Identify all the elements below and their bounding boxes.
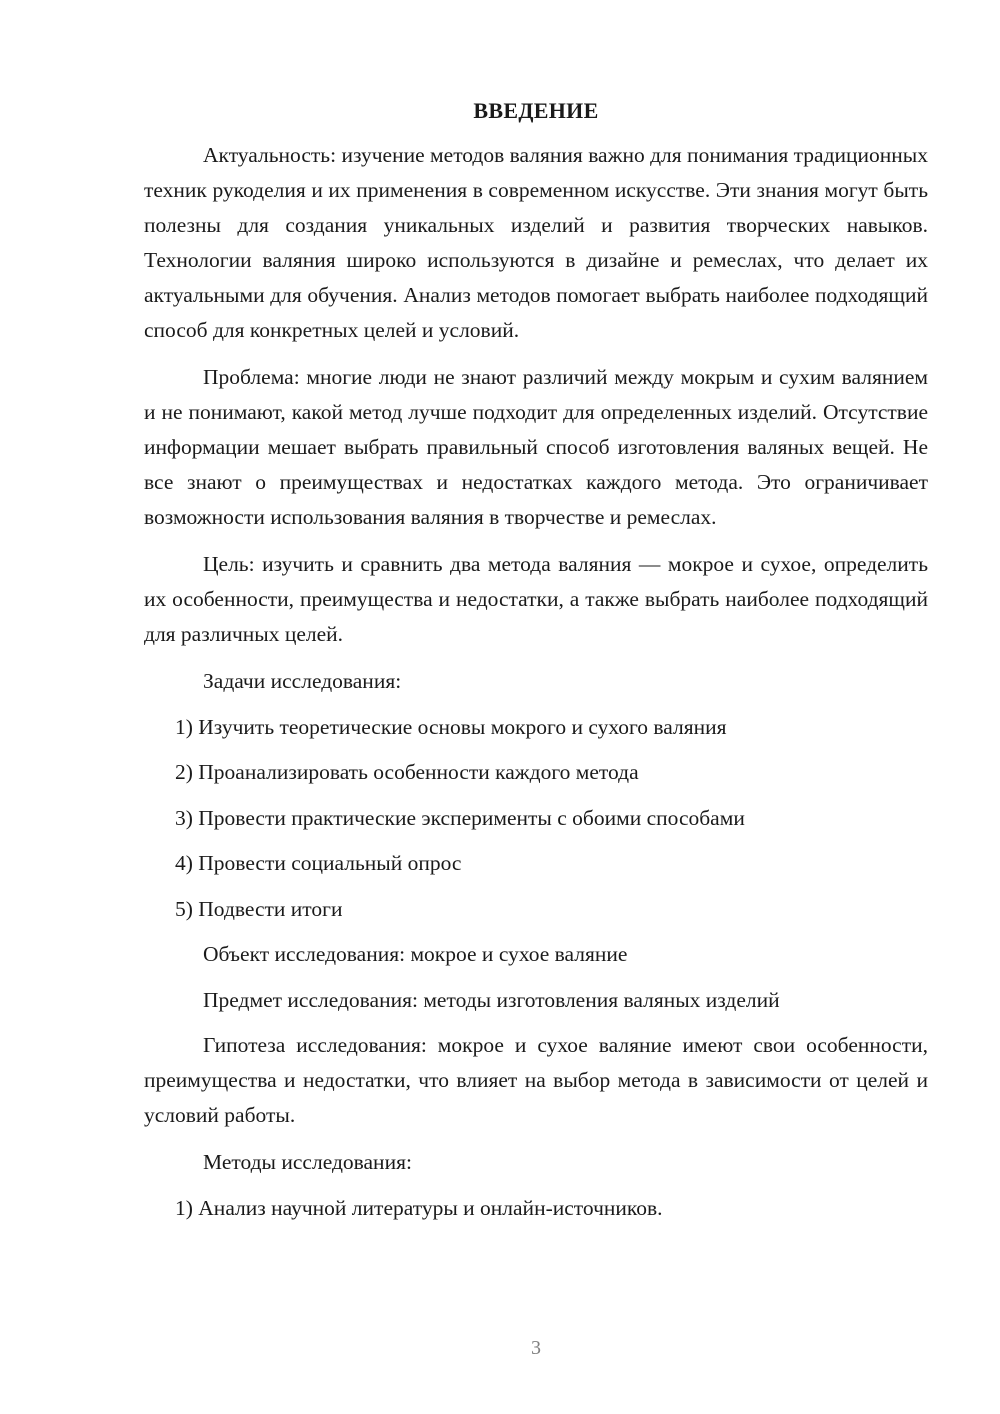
research-object: Объект исследования: мокрое и сухое валяние <box>203 942 628 966</box>
section-title: ВВЕДЕНИЕ <box>473 98 599 123</box>
method-item-1: 1) Анализ научной литературы и онлайн-источников. <box>175 1195 663 1220</box>
tasks-heading: Задачи исследования: <box>203 669 402 693</box>
problem-paragraph: Проблема: многие люди не знают различий между мокрым и сухим валянием и не понимают, какой метод лучше подходит для определенных изделий. Отсутствие информации мешает выбрать правильный способ изготовления валяных вещей. Не все знают о преимуществах и недостатках каждого метода. Это ограничивает возможности использования валяния в творчестве и ремеслах. <box>144 365 928 529</box>
task-item-5: 5) Подвести итоги <box>175 896 343 921</box>
research-subject: Предмет исследования: методы изготовления валяных изделий <box>203 987 780 1012</box>
task-item-2: 2) Проанализировать особенности каждого метода <box>175 760 639 784</box>
page-number: 3 <box>531 1337 541 1359</box>
goal-paragraph: Цель: изучить и сравнить два метода валяния — мокрое и сухое, определить их особенности, преимущества и недостатки, а также выбрать наиболее подходящий для различных целей. <box>144 552 928 646</box>
relevance-paragraph: Актуальность: изучение методов валяния важно для понимания традиционных техник рукоделия и их применения в современном искусстве. Эти знания могут быть полезны для создания уникальных изделий и развития творческих навыков. Технологии валяния широко используются в дизайне и ремеслах, что делает их актуальными для обучения. Анализ методов помогает выбрать наиболее подходящий способ для конкретных целей и условий. <box>144 143 928 342</box>
task-item-4: 4) Провести социальный опрос <box>175 851 462 875</box>
task-item-3: 3) Провести практические эксперименты с обоими способами <box>175 805 745 830</box>
page-content <box>144 96 928 1236</box>
hypothesis-paragraph: Гипотеза исследования: мокрое и сухое валяние имеют свои особенности, преимущества и недостатки, что влияет на выбор метода в зависимости от целей и условий работы. <box>144 1033 928 1127</box>
methods-heading: Методы исследования: <box>203 1150 412 1174</box>
task-item-1: 1) Изучить теоретические основы мокрого и сухого валяния <box>175 714 727 739</box>
